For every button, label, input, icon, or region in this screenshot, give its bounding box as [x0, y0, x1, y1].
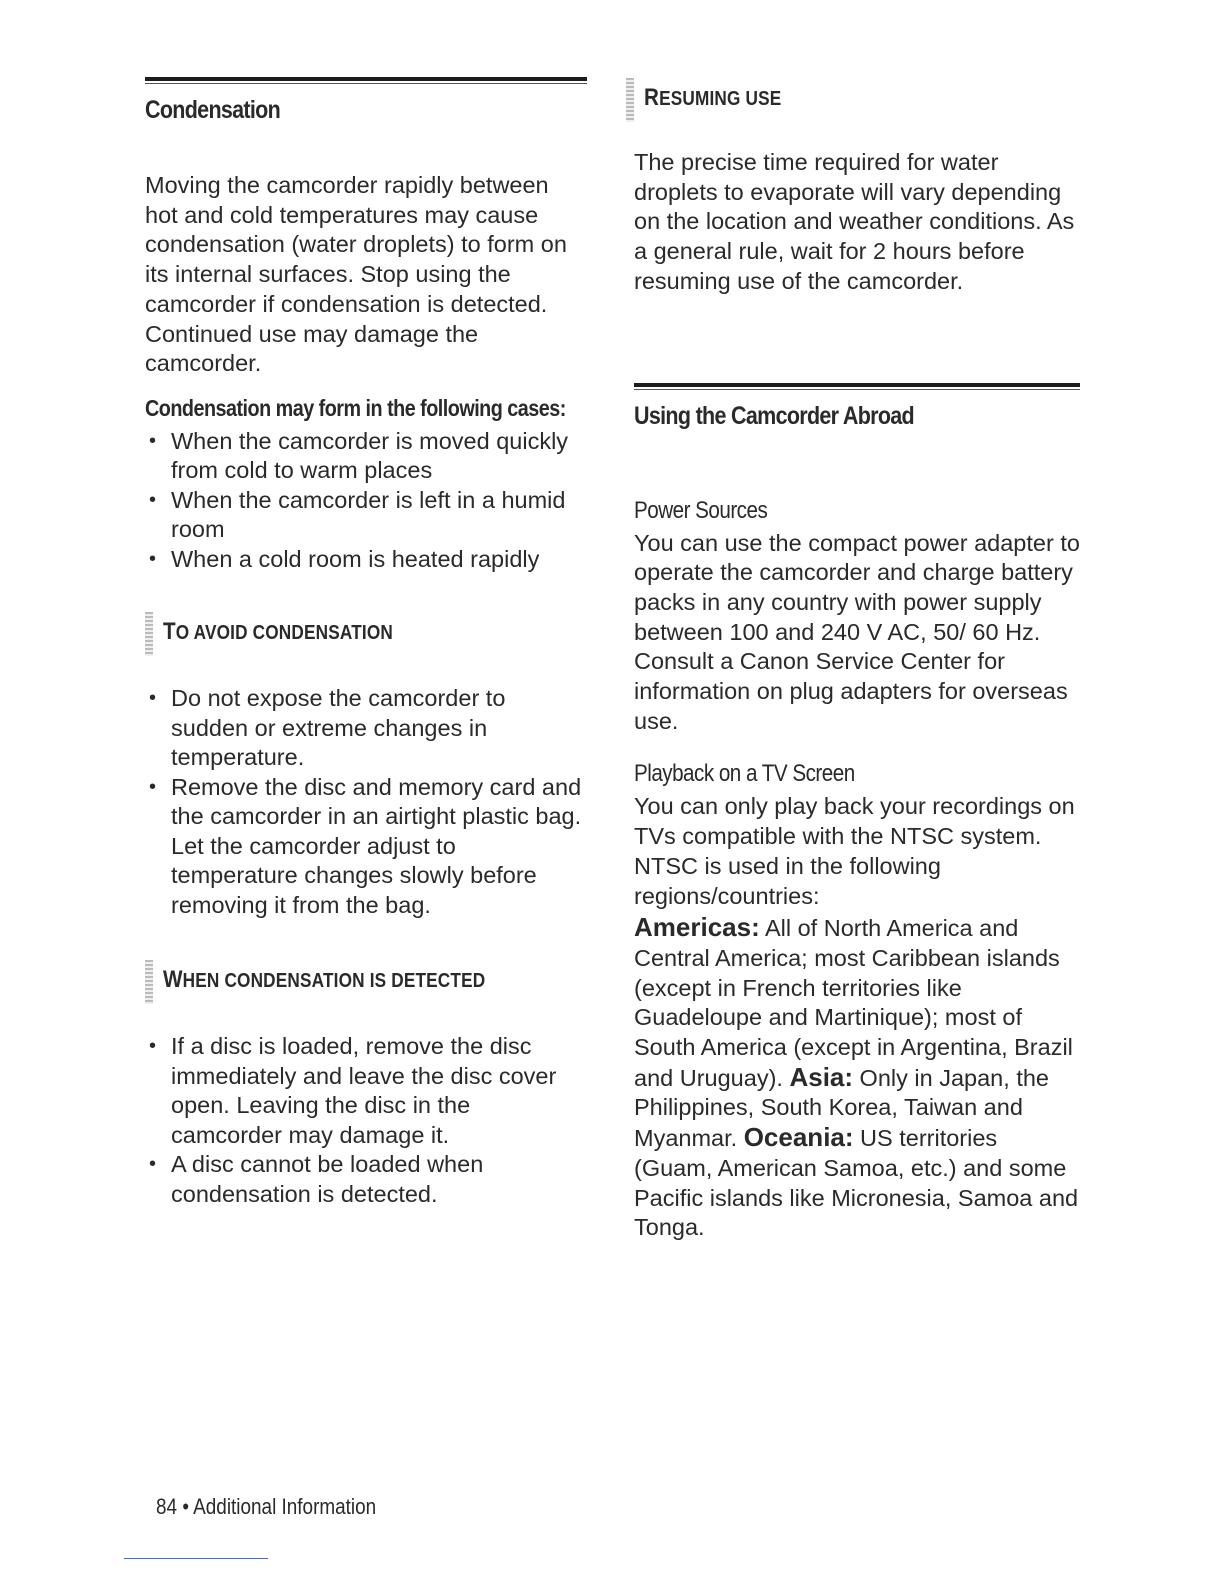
section-rule-thin	[634, 389, 1080, 390]
power-sources-heading: Power Sources	[634, 496, 768, 524]
right-column	[634, 84, 1080, 1243]
region-asia-text: Only in Japan, the Philippines, South Korea, Taiwan and Myanmar.	[634, 1064, 1049, 1152]
section-rule	[145, 77, 587, 81]
region-asia-label: Asia:	[789, 1061, 854, 1092]
heading-marker	[145, 960, 153, 1004]
footer-section: Additional Information	[193, 1494, 377, 1519]
region-americas-text: All of North America and Central America; most Caribbean islands (except in French territories like Guadeloupe and Martinique); most of South America (except in Argentina, Brazil and Uruguay).	[634, 915, 1073, 1091]
cases-heading: Condensation may form in the following cases:	[145, 394, 566, 421]
avoid-condensation-heading: TO AVOID CONDENSATION	[145, 618, 587, 646]
list-item: • A disc cannot be loaded when condensation is detected.	[145, 1150, 587, 1209]
list-item: • When the camcorder is left in a humid room	[145, 486, 587, 545]
condensation-intro: Moving the camcorder rapidly between hot and cold temperatures may cause condensation (water droplets) to form on its internal surfaces. Stop using the camcorder if condensation is detected. Continued use may damage the camcorder.	[145, 172, 567, 377]
list-item: • If a disc is loaded, remove the disc immediately and leave the disc cover open. Leaving the disc in the camcorder may damage it.	[145, 1032, 587, 1150]
condensation-detected-heading: WHEN CONDENSATION IS DETECTED	[145, 966, 587, 994]
left-column	[145, 77, 587, 1209]
section-rule-thin	[145, 83, 587, 84]
section-title-abroad: Using the Camcorder Abroad	[634, 401, 914, 430]
playback-text: You can only play back your recordings on TVs compatible with the NTSC system. NTSC is used in the following regions/countries:	[634, 793, 1075, 909]
section-rule	[634, 383, 1080, 387]
page-number: 84	[156, 1494, 178, 1519]
region-americas-label: Americas:	[634, 912, 760, 943]
playback-heading: Playback on a TV Screen	[634, 760, 855, 788]
footer-line	[124, 1558, 268, 1559]
cases-list	[145, 427, 587, 575]
heading-marker	[626, 78, 634, 122]
detected-list	[145, 1032, 587, 1209]
power-sources-text: You can use the compact power adapter to operate the camcorder and charge battery packs in any country with power supply between 100 and 240 V AC, 50/ 60 Hz. Consult a Canon Service Center for information on plug adapters for overseas use.	[634, 529, 1080, 734]
region-oceania-label: Oceania:	[743, 1122, 854, 1153]
resuming-text: The precise time required for water droplets to evaporate will vary depending on the location and weather conditions. As a general rule, wait for 2 hours before resuming use of the camcorder.	[634, 149, 1075, 294]
ntsc-regions	[634, 913, 1080, 1243]
footer-separator: •	[182, 1494, 189, 1519]
region-oceania-text: US territories (Guam, American Samoa, etc.) and some Pacific islands like Micronesia, Samoa and Tonga.	[634, 1125, 1079, 1241]
list-item: • When a cold room is heated rapidly	[145, 545, 587, 575]
heading-marker	[145, 612, 153, 656]
list-item: • Do not expose the camcorder to sudden or extreme changes in temperature.	[145, 684, 587, 773]
page-footer	[156, 1494, 376, 1520]
avoid-list	[145, 684, 587, 920]
section-title-condensation: Condensation	[145, 96, 281, 124]
list-item: • When the camcorder is moved quickly from cold to warm places	[145, 427, 587, 486]
list-item: • Remove the disc and memory card and the camcorder in an airtight plastic bag. Let the camcorder adjust to temperature changes slowly before removing it from the bag.	[145, 773, 587, 921]
resuming-use-heading: RESUMING USE	[626, 84, 1080, 112]
